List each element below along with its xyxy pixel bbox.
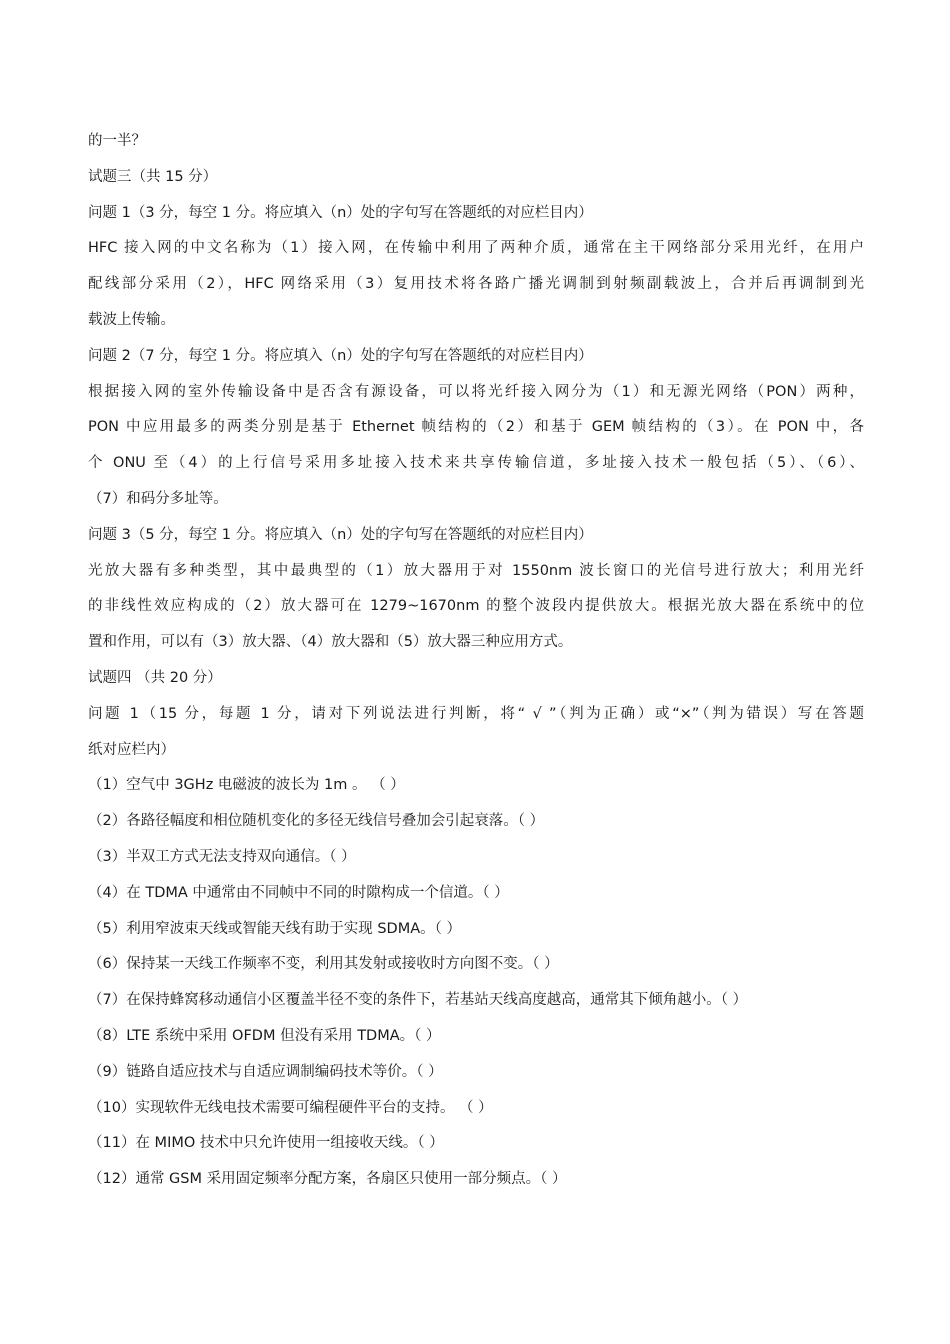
problem-2-instruction: 问题 2（7 分，每空 1 分。将应填入（n）处的字句写在答题纸的对应栏目内） (88, 347, 593, 364)
problem-1-instruction: 问题 1（3 分，每空 1 分。将应填入（n）处的字句写在答题纸的对应栏目内） (88, 204, 593, 221)
judgement-item-5: （5）利用窄波束天线或智能天线有助于实现 SDMA。（ ） (88, 920, 461, 937)
judgement-item-4: （4）在 TDMA 中通常由不同帧中不同的时隙构成一个信道。（ ） (88, 884, 509, 901)
problem-1-text-line-3: 载波上传输。 (88, 311, 175, 328)
problem-3-text-line-1: 光放大器有多种类型，其中最典型的（1）放大器用于对 1550nm 波长窗口的光信号进行放大；利用光纤 (88, 562, 864, 579)
judgement-item-3: （3）半双工方式无法支持双向通信。（ ） (88, 848, 356, 865)
judgement-item-9: （9）链路自适应技术与自适应调制编码技术等价。（ ） (88, 1063, 443, 1080)
heading-question-three: 试题三（共 15 分） (88, 168, 218, 185)
problem-2-text-line-1: 根据接入网的室外传输设备中是否含有源设备，可以将光纤接入网分为（1）和无源光网络（PON）两种， (88, 383, 864, 400)
document-body (88, 124, 864, 1198)
problem-1-text-line-2: 配线部分采用（2），HFC 网络采用（3）复用技术将各路广播光调制到射频副载波上，合并后再调制到光 (88, 276, 864, 293)
judgement-item-1: （1）空气中 3GHz 电磁波的波长为 1m 。 （ ） (88, 777, 405, 794)
problem-1-text-line-1: HFC 接入网的中文名称为（1）接入网，在传输中利用了两种介质，通常在主干网络部分采用光纤，在用户 (88, 240, 864, 257)
judgement-item-6: （6）保持某一天线工作频率不变，利用其发射或接收时方向图不变。（ ） (88, 956, 559, 973)
judgement-item-8: （8）LTE 系统中采用 OFDM 但没有采用 TDMA。（ ） (88, 1027, 441, 1044)
text-line-continuation: 的一半？ (88, 133, 146, 149)
judgement-item-7: （7）在保持蜂窝移动通信小区覆盖半径不变的条件下，若基站天线高度越高，通常其下倾角越小。（ ） (88, 992, 748, 1009)
q4-problem-1-instruction-line-2: 纸对应栏内） (88, 741, 175, 758)
problem-2-text-line-3: 个 ONU 至（4）的上行信号采用多址接入技术来共享传输信道，多址接入技术一般包括（5）、（6）、 (88, 455, 864, 472)
q4-problem-1-instruction-line-1: 问题 1（15 分，每题 1 分，请对下列说法进行判断，将“ √ ”（判为正确）或“×”（判为错误）写在答题 (88, 705, 864, 722)
heading-question-four: 试题四 （共 20 分） (88, 669, 222, 686)
judgement-item-11: （11）在 MIMO 技术中只允许使用一组接收天线。（ ） (88, 1135, 444, 1152)
judgement-item-12: （12）通常 GSM 采用固定频率分配方案，各扇区只使用一部分频点。（ ） (88, 1171, 567, 1188)
problem-3-text-line-3: 置和作用，可以有（3）放大器、（4）放大器和（5）放大器三种应用方式。 (88, 634, 573, 651)
judgement-item-10: （10）实现软件无线电技术需要可编程硬件平台的支持。 （ ） (88, 1099, 493, 1116)
judgement-item-2: （2）各路径幅度和相位随机变化的多径无线信号叠加会引起衰落。（ ） (88, 813, 545, 830)
problem-2-text-line-4: （7）和码分多址等。 (88, 490, 228, 507)
problem-2-text-line-2: PON 中应用最多的两类分别是基于 Ethernet 帧结构的（2）和基于 GEM 帧结构的（3）。在 PON 中，各 (88, 419, 864, 436)
problem-3-text-line-2: 的非线性效应构成的（2）放大器可在 1279~1670nm 的整个波段内提供放大。根据光放大器在系统中的位 (88, 598, 864, 615)
problem-3-instruction: 问题 3（5 分，每空 1 分。将应填入（n）处的字句写在答题纸的对应栏目内） (88, 526, 593, 543)
